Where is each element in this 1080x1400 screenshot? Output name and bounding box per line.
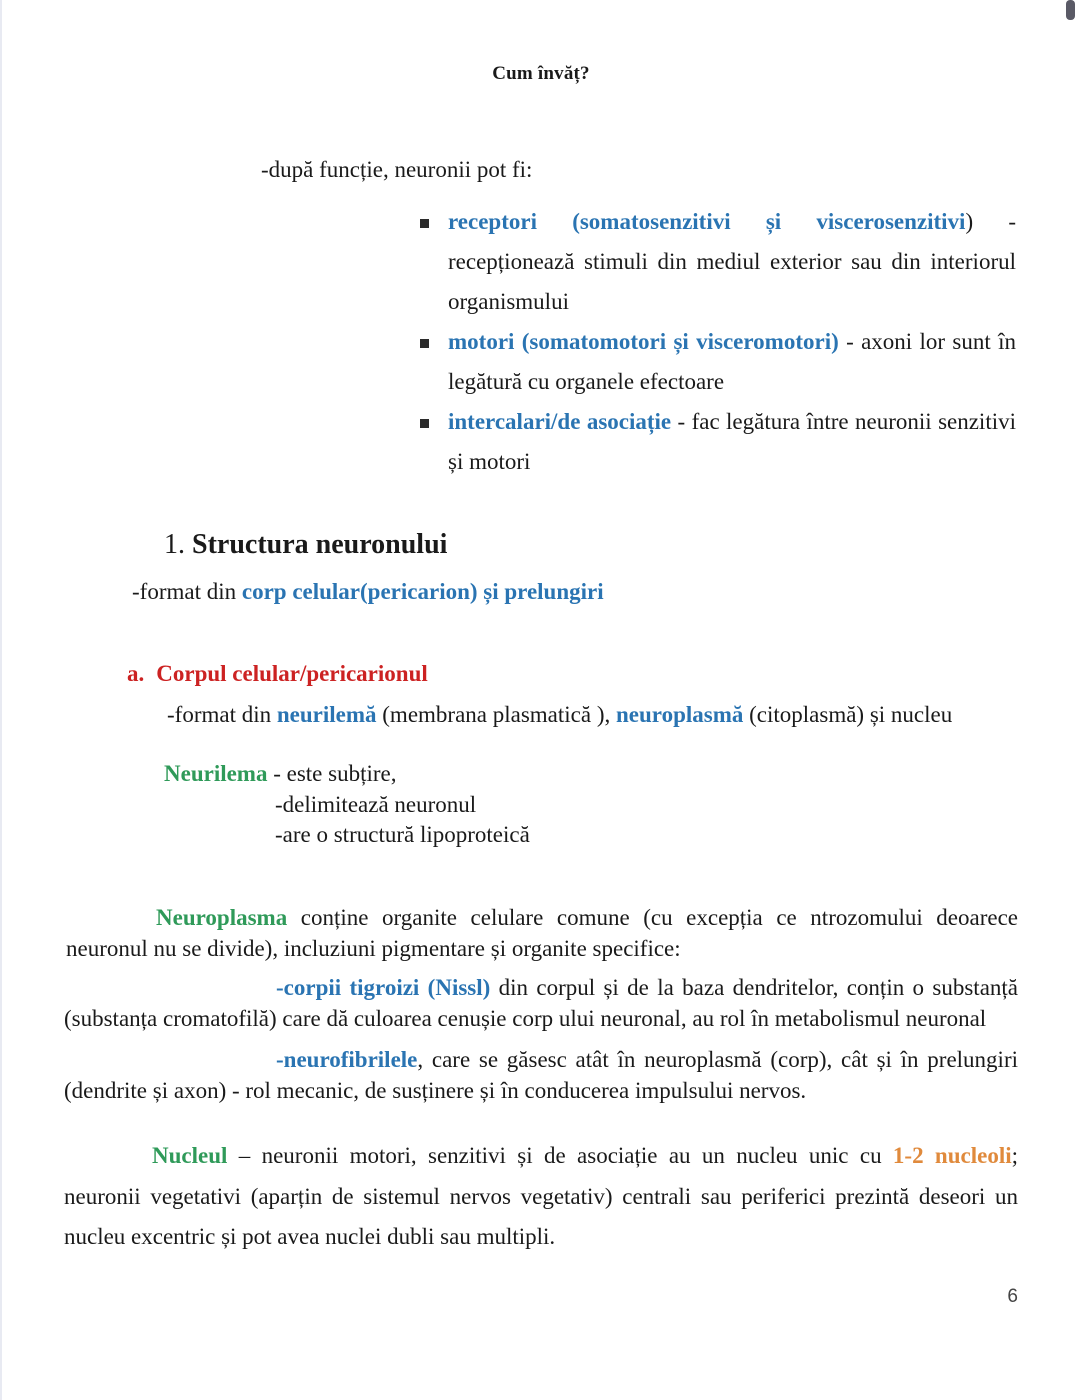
list-item-text: ) - recepționează stimuli din mediul exterior sau din interiorul organismului bbox=[448, 209, 1016, 315]
list-item-text: - fac legătura între neuronii senzitivi și motori bbox=[448, 409, 1016, 475]
nucleul-paragraph bbox=[64, 1106, 1018, 1257]
nucleul-body-1: – neuronii motori, senzitivi și de asociație au un nucleu unic cu bbox=[227, 1143, 893, 1169]
list-item-receptori bbox=[64, 202, 1018, 322]
neurilema-term: Neurilema bbox=[164, 761, 268, 787]
subsection-format-prefix: -format din bbox=[167, 702, 277, 728]
neuron-function-list bbox=[64, 202, 1018, 482]
corpii-tigroizi-body: din corpul și de la baza dendritelor, conțin o substanță (substanța cromatofilă) care dă culoarea cenușie corp ului neuronal, au rol în metabolismul neuronal bbox=[64, 974, 1019, 1031]
neuroplasma-paragraph bbox=[64, 851, 1018, 964]
neuroplasma-term: Neuroplasma bbox=[156, 904, 288, 930]
vertical-scrollbar[interactable] bbox=[1066, 0, 1080, 1400]
format-highlight: corp celular(pericarion) și prelungiri bbox=[241, 579, 604, 605]
list-item-intercalari bbox=[64, 402, 1018, 482]
subsection-title-text: Corpul celular/pericarionul bbox=[156, 661, 428, 687]
subsection-format-line bbox=[64, 685, 1018, 726]
nucleul-body-2: ; neuronii vegetativi (aparțin de sistemul nervos vegetativ) centrali sau periferici prezintă deseori un nucleu excentric și pot avea nuclei dubli sau multipli. bbox=[64, 1143, 1018, 1250]
neurilema-line3: -are o structură lipoproteică bbox=[275, 822, 530, 848]
neurofibrile-body: , care se găsesc atât în neuroplasmă (corp), cât și în prelungiri (dendrite și axon) - rol mecanic, de susținere și în conducerea impulsului nervos. bbox=[64, 1047, 1018, 1104]
corpii-tigroizi-paragraph bbox=[64, 964, 1018, 1034]
page-number: 6 bbox=[1007, 1286, 1018, 1307]
list-item-motori bbox=[64, 322, 1018, 402]
section-format-line bbox=[64, 559, 1018, 603]
subsection-heading bbox=[64, 603, 1018, 685]
neuroplasma-body: conține organite celulare comune (cu excepția ce ntrozomului deoarece neuronul nu se divide), incluziuni pigmentare și organite specifice: bbox=[66, 904, 1018, 961]
document-header-title: Cum învăț? bbox=[492, 63, 590, 84]
neurofibrile-term: -neurofibrilele bbox=[276, 1047, 418, 1073]
neurofibrile-paragraph bbox=[64, 1034, 1018, 1106]
nucleoli-highlight: 1-2 nucleoli bbox=[892, 1143, 1012, 1169]
nucleul-term: Nucleul bbox=[152, 1143, 228, 1169]
list-item-highlight: motori (somatomotori și visceromotori) bbox=[448, 329, 839, 355]
list-item-highlight: intercalari/de asociație bbox=[448, 409, 672, 435]
neurilema-block bbox=[64, 726, 1018, 851]
corpii-tigroizi-term: -corpii tigroizi (Nissl) bbox=[276, 974, 491, 1000]
list-item-text: - axoni lor sunt în legătură cu organele efectoare bbox=[448, 329, 1016, 395]
intro-line: -după funcție, neuronii pot fi: bbox=[261, 157, 533, 182]
section-title-text: Structura neuronului bbox=[192, 529, 448, 561]
subsection-letter: a. bbox=[127, 661, 145, 687]
neurilema-line1: - este subțire, bbox=[267, 761, 397, 787]
subsection-format-tail: (citoplasmă) și nucleu bbox=[743, 702, 953, 728]
neurilema-line2: -delimitează neuronul bbox=[275, 791, 477, 817]
section-heading bbox=[64, 482, 1018, 559]
term-neurilema: neurilemă bbox=[276, 702, 377, 728]
square-bullet-icon bbox=[420, 419, 429, 428]
subsection-format-mid: (membrana plasmatică ), bbox=[376, 702, 616, 728]
section-number: 1. bbox=[164, 529, 185, 561]
document-body bbox=[2, 85, 1080, 1258]
square-bullet-icon bbox=[420, 219, 429, 228]
term-neuroplasma: neuroplasmă bbox=[616, 702, 744, 728]
format-prefix: -format din bbox=[132, 579, 242, 605]
scrollbar-thumb[interactable] bbox=[1066, 0, 1075, 20]
list-item-highlight: receptori (somatosenzitivi și viscerosenzitivi bbox=[448, 209, 966, 234]
square-bullet-icon bbox=[420, 339, 429, 348]
